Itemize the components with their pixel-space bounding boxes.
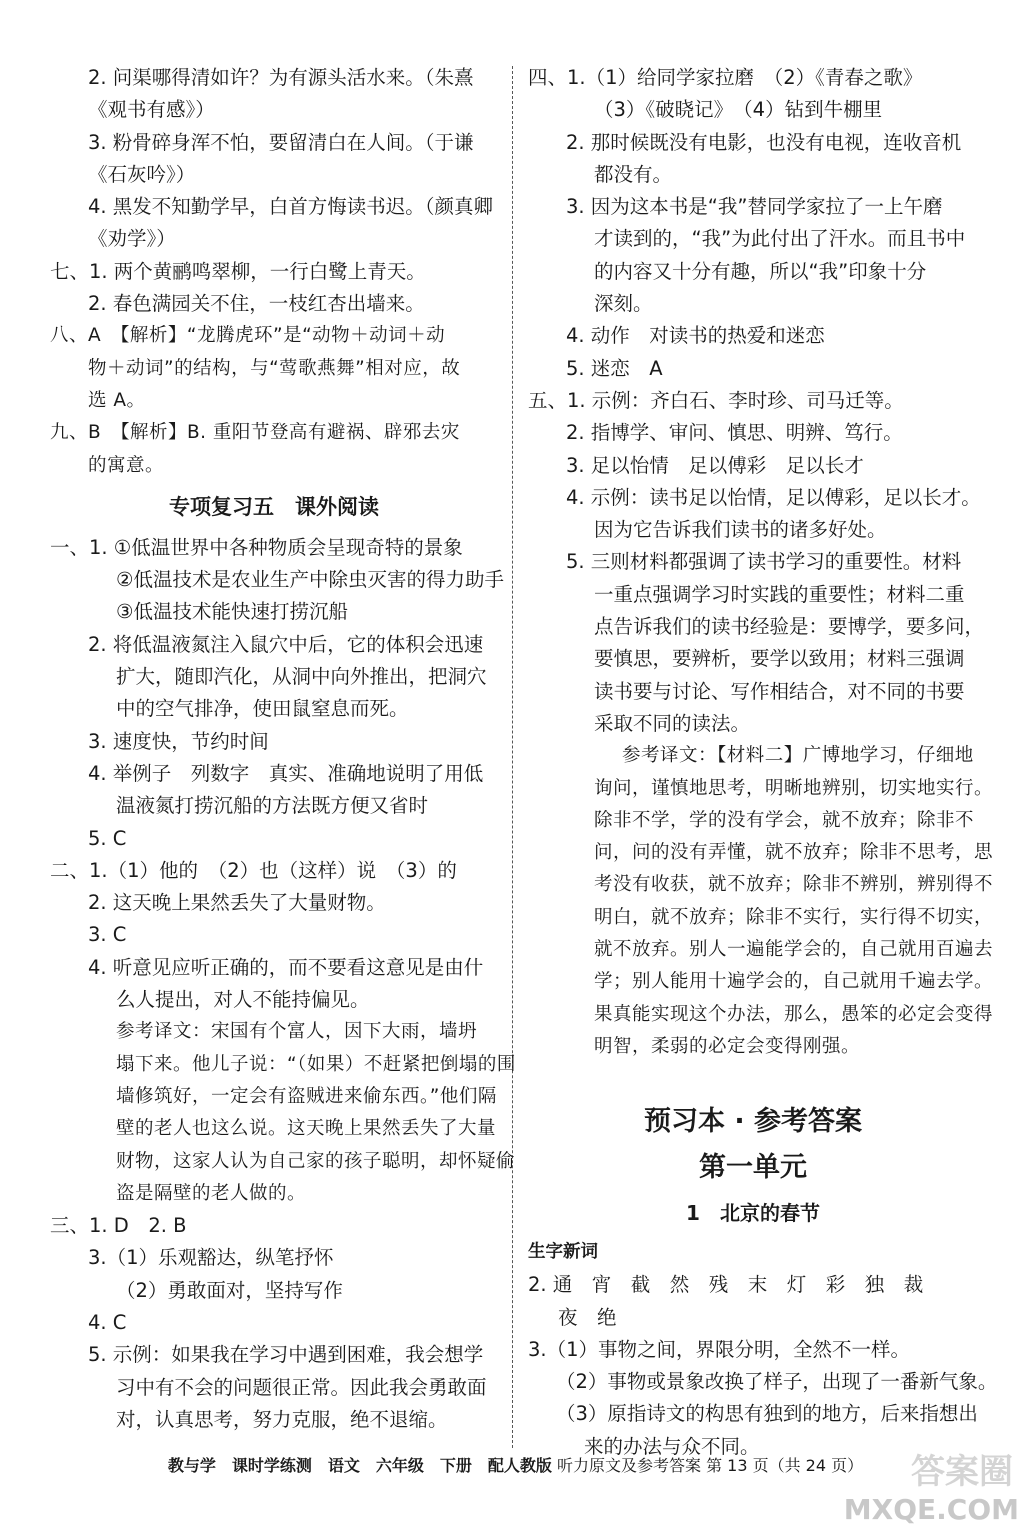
answer-line: 2. 春色满园关不住，一枝红杏出墙来。 xyxy=(88,292,425,316)
answer-line: 4. 动作 对读书的热爱和迷恋 xyxy=(566,324,825,348)
answer-line: 《石灰吟》） xyxy=(88,162,196,186)
answer-line: 就不放弃。别人一遍能学会的，自己就用百遍去 xyxy=(594,939,994,961)
answer-line: 3. 因为这本书是“我”替同学家拉了一上午磨 xyxy=(566,195,943,219)
answer-line: 3.（1）乐观豁达，纵笔抒怀 xyxy=(88,1246,334,1270)
answer-line: 4. 听意见应听正确的，而不要看这意见是由什 xyxy=(88,955,484,979)
answer-line: 要慎思，要辨析，要学以致用；材料三强调 xyxy=(594,647,965,671)
answer-line: 3. 足以怡情 足以傅彩 足以长才 xyxy=(566,453,864,477)
answer-line: 塌下来。他儿子说：“（如果）不赶紧把倒塌的围 xyxy=(116,1053,516,1075)
answer-line: 九、B 【解析】B. 重阳节登高有避祸、辟邪去灾 xyxy=(50,422,460,444)
section-label: 生字新词 xyxy=(528,1242,598,1263)
answer-line: 3. C xyxy=(88,923,127,947)
watermark-url: MXQE.COM xyxy=(843,1493,1019,1526)
answer-line: 5. C xyxy=(88,826,127,850)
preview-line: 2. 通 宵 截 然 残 末 灯 彩 独 裁 xyxy=(528,1273,924,1297)
section-heading: 专项复习五 课外阅读 xyxy=(169,494,379,519)
watermark-logo xyxy=(843,1440,1023,1532)
answer-line: 明白，就不放弃；除非不实行，实行得不切实， xyxy=(594,906,994,928)
answer-line: 深刻。 xyxy=(594,292,653,316)
answer-line: 《观书有感》） xyxy=(88,98,215,122)
answer-line: 3. 粉骨碎身浑不怕，要留清白在人间。（于谦 xyxy=(88,130,474,154)
answer-line: 2. 将低温液氮注入鼠穴中后，它的体积会迅速 xyxy=(88,632,484,656)
unit-title: 第一单元 xyxy=(699,1152,807,1184)
answer-line: 考没有收获，就不放弃；除非不辨别，辨别得不 xyxy=(594,874,994,896)
answer-line: 除非不学，学的没有学会，就不放弃；除非不 xyxy=(594,809,975,831)
footer-brand: 教与学 课时学练测 语文 六年级 下册 配人教版 xyxy=(167,1456,552,1475)
answer-line: 中的空气排净，使田鼠窒息而死。 xyxy=(116,697,409,721)
lesson-title: 1 北京的春节 xyxy=(686,1201,820,1226)
footer-page: 第 13 页（共 24 页） xyxy=(706,1456,864,1475)
answer-line: 壁的老人也这么说。这天晚上果然丢失了大量 xyxy=(116,1118,497,1140)
answer-line: 参考译文：宋国有个富人，因下大雨，墙坍 xyxy=(116,1021,478,1043)
answer-line: 财物，这家人认为自己家的孩子聪明，却怀疑偷 xyxy=(116,1150,516,1172)
answer-line: 参考译文：【材料二】广博地学习，仔细地 xyxy=(622,745,974,767)
left-column xyxy=(50,62,516,1436)
answer-line: 才读到的，“我”为此付出了汗水。而且书中 xyxy=(594,227,966,251)
preview-line: 3.（1）事物之间，界限分明，全然不一样。 xyxy=(528,1337,911,1361)
answer-line: 学；别人能用十遍学会的，自己就用千遍去学。 xyxy=(594,971,994,993)
right-column xyxy=(528,62,998,1463)
answer-line: 八、A 【解析】“龙腾虎环”是“动物＋动词＋动 xyxy=(50,325,446,347)
answer-line: 二、1.（1）他的 （2）也（这样）说 （3）的 xyxy=(50,858,457,882)
preview-line: 来的办法与众不同。 xyxy=(584,1434,760,1458)
preview-line: 夜 绝 xyxy=(558,1305,617,1329)
answer-line: 一重点强调学习时实践的重要性；材料二重 xyxy=(594,582,965,606)
answer-line: （2）勇敢面对，坚持写作 xyxy=(116,1278,343,1302)
footer-section: 听力原文及参考答案 xyxy=(556,1456,701,1475)
answer-line: 采取不同的读法。 xyxy=(594,711,751,735)
answer-line: 明智，柔弱的必定会变得刚强。 xyxy=(594,1035,861,1057)
preview-title: 预习本 · 参考答案 xyxy=(643,1106,863,1138)
answer-line: 果真能实现这个办法，那么，愚笨的必定会变得 xyxy=(594,1003,994,1025)
answer-line: 习中有不会的问题很正常。因此我会勇敢面 xyxy=(116,1375,487,1399)
answer-line: 四、1.（1）给同学家拉磨 （2）《青春之歌》 xyxy=(528,66,923,89)
answer-line: 温液氮打捞沉船的方法既方便又省时 xyxy=(116,794,429,818)
answer-line: 墙修筑好，一定会有盗贼进来偷东西。”他们隔 xyxy=(116,1085,497,1107)
answer-line: 5. 迷恋 A xyxy=(566,356,663,380)
answer-line: 4. 举例子 列数字 真实、准确地说明了用低 xyxy=(88,761,484,785)
answer-line: 询问，谨慎地思考，明晰地辨别，切实地实行。 xyxy=(594,777,994,799)
answer-line: 三、1. D 2. B xyxy=(50,1214,187,1238)
answer-line: 的寓意。 xyxy=(88,454,165,476)
answer-line: 5. 三则材料都强调了读书学习的重要性。材料 xyxy=(566,550,962,574)
answer-line: 4. C xyxy=(88,1310,127,1334)
answer-line: 盗是隔壁的老人做的。 xyxy=(116,1182,307,1204)
answer-line: 读书要与讨论、写作相结合，对不同的书要 xyxy=(594,679,965,703)
answer-line: 选 A。 xyxy=(88,389,146,411)
answer-line: 么人提出，对人不能持偏见。 xyxy=(116,988,370,1012)
answer-line: 2. 指博学、审问、慎思、明辨、笃行。 xyxy=(566,421,903,445)
answer-line: 一、1. ①低温世界中各种物质会呈现奇特的景象 xyxy=(50,535,463,559)
answer-line: 对，认真思考，努力克服，绝不退缩。 xyxy=(116,1407,448,1431)
column-divider xyxy=(512,66,513,1448)
answer-line: 都没有。 xyxy=(594,162,673,186)
answer-line: ②低温技术是农业生产中除虫灭害的得力助手 xyxy=(116,568,504,592)
answer-line: （3）《破晓记》 （4）钻到牛棚里 xyxy=(594,98,883,122)
answer-line: 因为它告诉我们读书的诸多好处。 xyxy=(594,518,887,542)
answer-line: 2. 这天晚上果然丢失了大量财物。 xyxy=(88,891,386,915)
right-answers xyxy=(528,62,994,1063)
answer-line: 4. 示例：读书足以怡情，足以傅彩，足以长才。 xyxy=(566,485,981,509)
preview-line: （2）事物或景象改换了样子，出现了一番新气象。 xyxy=(556,1370,998,1394)
answer-line: 2. 问渠哪得清如许？为有源头活水来。（朱熹 xyxy=(88,66,474,89)
preview-answers xyxy=(528,1269,998,1463)
answer-line: 3. 速度快，节约时间 xyxy=(88,729,269,753)
answer-line: 的内容又十分有趣，所以“我”印象十分 xyxy=(594,259,927,283)
answer-line: 点告诉我们的读书经验是：要博学，要多问， xyxy=(594,615,985,639)
answer-line: 七、1. 两个黄鹂鸣翠柳，一行白鹭上青天。 xyxy=(50,259,426,283)
answer-line: 2. 那时候既没有电影，也没有电视，连收音机 xyxy=(566,130,962,154)
answer-line: 《劝学》） xyxy=(88,227,176,251)
answer-line: 4. 黑发不知勤学早，白首方悔读书迟。（颜真卿 xyxy=(88,195,494,219)
preview-line: （3）原指诗文的构思有独到的地方，后来指想出 xyxy=(556,1402,978,1426)
watermark-text-cn: 答案圈 xyxy=(911,1452,1013,1492)
answer-line: 五、1. 示例：齐白石、李时珍、司马迁等。 xyxy=(528,388,904,412)
answer-line: 扩大，随即汽化，从洞中向外推出，把洞穴 xyxy=(116,665,487,689)
answer-line: 5. 示例：如果我在学习中遇到困难，我会想学 xyxy=(88,1343,484,1367)
answer-line: 问，问的没有弄懂，就不放弃；除非不思考，思 xyxy=(594,842,994,864)
answer-line: ③低温技术能快速打捞沉船 xyxy=(116,600,348,624)
answer-line: 物＋动词”的结构，与“莺歌燕舞”相对应，故 xyxy=(88,357,461,379)
